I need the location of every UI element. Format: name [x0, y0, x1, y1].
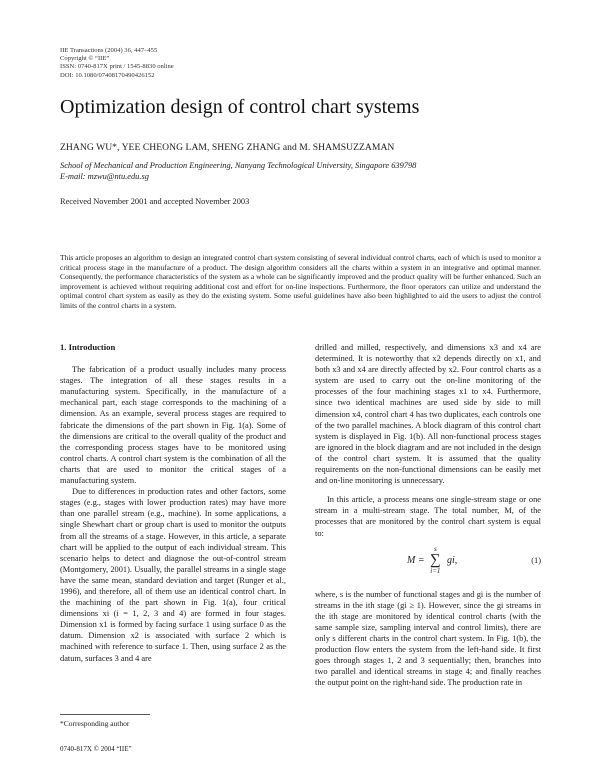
- paragraph: drilled and milled, respectively, and dimensions x3 and x4 are determined. It is noteworthy that x2 depends directly on x1, and both x3 and x4 are directly affected by x2. Four control charts as a system are used to carry out the on-line monitoring of the processes of the four machining stages x1 to x4. Furthermore, since two identical machines are used side by side to mill dimension x4, control chart 4 has two duplicates, each controls one of the two parallel machines. A block diagram of this control chart system is displayed in Fig. 1(b). All non-functional process stages are ignored in the block diagram and are not included in the design of the control chart system. It is assumed that the quality requirements on the non-functional dimensions can be easily met and on-line monitoring is unnecessary.: [315, 343, 541, 486]
- left-column: [60, 342, 286, 664]
- summation: [430, 545, 441, 575]
- affiliation-block: [60, 160, 416, 182]
- footnote-divider: [60, 714, 150, 715]
- equation-1: [315, 545, 541, 581]
- paragraph: where, s is the number of functional stages and gi is the number of streams in the ith stage (gi ≥ 1). However, since the gi streams in the ith stage are monitored by identical control charts (with the same sample size, sampling interval and control limits), there are only s different charts in the control chart system. In Fig. 1(b), the production flow enters the system from the left-hand side. It first goes through stages 1, 2 and 3 sequentially; then, branches into two parallel and identical streams in stage 4; and finally reaches the output point on the right-hand side. The production rate in: [315, 589, 541, 688]
- issn-footer: 0740-817X © 2004 “IIE”: [60, 745, 132, 753]
- footnote: *Corresponding author: [60, 719, 130, 728]
- equation-lhs: M =: [407, 554, 425, 566]
- sum-upper-limit: s: [433, 544, 437, 553]
- journal-copyright: Copyright © “IIE”: [60, 55, 110, 63]
- equation-number: (1): [531, 555, 541, 565]
- abstract: This article proposes an algorithm to design an integrated control chart system consisting of several individual control charts, each of which is used to monitor a critical process stage in the manufacture of a product. The design algorithm considers all the charts within a system in an integrative and optimal manner. Consequently, the performance characteristics of the system as a whole can be significantly improved and the product quality will be further enhanced. Such an improvement is achieved without requiring additional cost and effort for on-line inspections. Furthermore, the floor operators can utilize and understand the optimal control chart system as easily as they do the existing system. Some useful guidelines have also been highlighted to aid the users to adjust the control limits of the control charts in a system.: [60, 253, 541, 310]
- journal-doi: DOI: 10.1080/07408170490426152: [60, 71, 155, 79]
- right-column: [315, 342, 541, 688]
- journal-issn: ISSN: 0740-817X print / 1545-8830 online: [60, 63, 174, 71]
- email: E-mail: mzwu@ntu.edu.sg: [60, 172, 149, 181]
- paragraph: In this article, a process means one single-stream stage or one stream in a multi-stream stage. The total number, M, of the processes that are monitored by the control chart system is equal to:: [315, 495, 541, 538]
- affiliation: School of Mechanical and Production Engineering, Nanyang Technological University, Singapore 639798: [60, 161, 417, 170]
- sum-lower-limit: i=1: [430, 566, 441, 575]
- equation-rhs: gi,: [447, 554, 458, 566]
- section-heading: 1. Introduction: [60, 342, 116, 352]
- authors: ZHANG WU*, YEE CHEONG LAM, SHENG ZHANG and M. SHAMSUZZAMAN: [60, 142, 395, 153]
- journal-info: [60, 47, 174, 80]
- paragraph: Due to differences in production rates and other factors, some stages (e.g., stages with lower production rates) may have more than one parallel stream (e.g., machine). In some applications, a single Shewhart chart or group chart is used to monitor the outputs from all the streams of a stage. However, in this article, a separate chart will be applied to the output of each individual stream. This scenario helps to detect and diagnose the out-of-control stream (Montgomery, 2001). Usually, the parallel streams in a single stage have the same mean, standard deviation and target (Runger et al., 1996), and therefore, all of them use an identical control chart. In the machining of the part shown in Fig. 1(a), four critical dimensions xi (i = 1, 2, 3 and 4) are formed in four stages. Dimension x1 is formed by facing surface 1 using surface 0 as the datum. Dimension x2 is associated with surface 2 which is machined with reference to surface 1. Then, using surface 2 as the datum, surfaces 3 and 4 are: [60, 487, 286, 663]
- received-date: Received November 2001 and accepted November 2003: [60, 197, 250, 206]
- sigma-symbol: ∑: [430, 551, 441, 568]
- paragraph: The fabrication of a product usually includes many process stages. The integration of all these stages results in a manufacturing system. Specifically, in the manufacture of a mechanical part, each stage corresponds to the machining of a dimension. As an example, several process stages are required to fabricate the dimensions of the part shown in Fig. 1(a). Some of the dimensions are critical to the overall quality of the product and the corresponding process stages have to be monitored using control charts. A control chart system is the combination of all the charts that are used to monitor the critical stages of a manufacturing system.: [60, 365, 286, 486]
- paper-title: Optimization design of control chart systems: [60, 96, 420, 118]
- journal-citation: IIE Transactions (2004) 36, 447–455: [60, 47, 158, 54]
